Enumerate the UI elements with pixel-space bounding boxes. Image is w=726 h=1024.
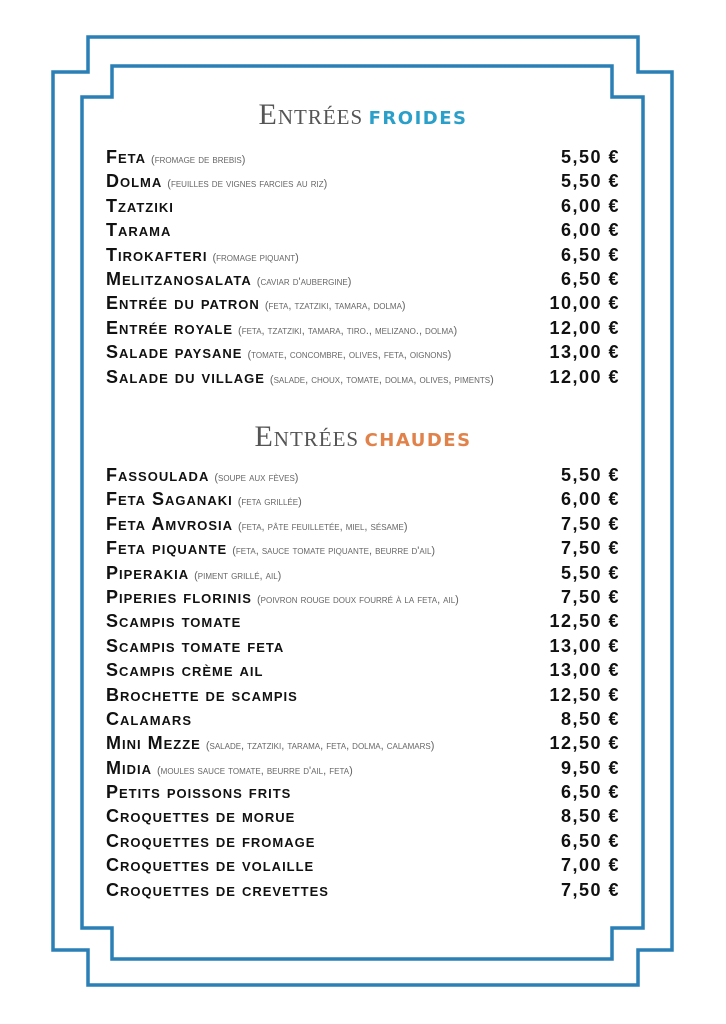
item-price: 13,00 € (549, 635, 620, 656)
menu-item (106, 587, 620, 611)
item-price: 12,50 € (549, 611, 620, 632)
item-price: 12,50 € (549, 733, 620, 754)
item-description: (caviar d'aubergine) (256, 275, 352, 288)
item-name: Tarama (106, 220, 172, 241)
item-price: 9,50 € (560, 757, 620, 778)
item-price: 6,50 € (560, 268, 620, 289)
item-price: 5,50 € (560, 147, 620, 167)
item-price: 6,00 € (560, 220, 620, 241)
item-name: Piperakia (106, 562, 190, 583)
menu-item (106, 782, 620, 806)
item-price: 6,00 € (560, 489, 620, 510)
item-name: Croquettes de fromage (106, 830, 316, 851)
item-description: (salade, choux, tomate, dolma, olives, piments) (269, 373, 494, 386)
menu-item (106, 806, 620, 830)
item-name: Feta piquante (106, 538, 228, 559)
item-name: Salade du village (106, 366, 265, 387)
menu-list-chaudes (106, 465, 620, 904)
item-name: Piperies florinis (106, 586, 252, 607)
item-name: Tirokafteri (106, 244, 208, 265)
menu-item (106, 538, 620, 562)
menu-item (106, 758, 620, 782)
item-description: (moules sauce tomate, beurre d'ail, feta) (157, 764, 353, 777)
menu-item (106, 685, 620, 709)
menu-item (106, 367, 620, 391)
heading-accent: froides (368, 101, 468, 131)
item-name: Scampis crème ail (106, 660, 264, 681)
menu-item (106, 831, 620, 855)
item-price: 13,00 € (549, 660, 620, 681)
menu-item (106, 709, 620, 733)
item-name: Croquettes de crevettes (106, 879, 329, 900)
menu-item (106, 318, 620, 342)
item-price: 6,50 € (560, 830, 620, 851)
menu-item (106, 660, 620, 684)
menu-item (106, 220, 620, 244)
menu-item (106, 269, 620, 293)
item-name: Croquettes de morue (106, 806, 296, 827)
menu-item (106, 514, 620, 538)
item-name: Fassoulada (106, 465, 210, 485)
menu-item (106, 880, 620, 904)
item-description: (feta, tzatziki, tamara, tiro., melizano., dolma) (238, 324, 458, 337)
item-name: Brochette de scampis (106, 684, 298, 705)
item-price: 5,50 € (560, 465, 620, 485)
item-name: Feta (106, 147, 147, 167)
heading-prefix: Entrées (254, 420, 360, 453)
menu-item (106, 342, 620, 366)
item-name: Entrée du patron (106, 293, 260, 314)
item-price: 12,00 € (549, 366, 620, 387)
menu-item (106, 636, 620, 660)
item-price: 13,00 € (549, 342, 620, 363)
item-price: 7,50 € (560, 538, 620, 559)
item-name: Calamars (106, 708, 192, 729)
item-name: Salade paysane (106, 342, 243, 363)
item-price: 6,50 € (560, 244, 620, 265)
menu-item (106, 611, 620, 635)
item-name: Scampis tomate (106, 611, 242, 632)
heading-accent: chaudes (364, 423, 472, 453)
menu-item (106, 855, 620, 879)
item-name: Petits poissons frits (106, 782, 292, 803)
item-name: Feta Amvrosia (106, 513, 234, 534)
item-name: Dolma (106, 171, 163, 192)
item-description: (feta, pâte feuilletée, miel, sésame) (238, 520, 408, 533)
section-heading-chaudes (0, 420, 726, 454)
section-heading-froides (0, 98, 726, 132)
item-price: 7,50 € (560, 513, 620, 534)
item-name: Feta Saganaki (106, 489, 233, 510)
menu-item (106, 563, 620, 587)
item-name: Croquettes de volaille (106, 855, 315, 876)
item-price: 12,00 € (549, 317, 620, 338)
menu-list-froides (106, 147, 620, 391)
item-price: 6,00 € (560, 195, 620, 216)
menu-item (106, 733, 620, 757)
item-price: 8,50 € (560, 806, 620, 827)
item-price: 7,50 € (560, 586, 620, 607)
item-name: Tzatziki (106, 195, 174, 216)
item-name: Scampis tomate feta (106, 635, 285, 656)
menu-item (106, 147, 620, 171)
item-description: (tomate, concombre, olives, feta, oignons) (247, 349, 452, 362)
menu-item (106, 465, 620, 489)
item-price: 8,50 € (560, 708, 620, 729)
item-name: Mini Mezze (106, 733, 201, 754)
item-name: Midia (106, 757, 152, 778)
item-price: 12,50 € (549, 684, 620, 705)
item-price: 7,00 € (560, 855, 620, 876)
item-description: (feta grillée) (237, 496, 302, 509)
item-description: (feta, sauce tomate piquante, beurre d'ail) (232, 545, 436, 558)
menu-item (106, 489, 620, 513)
item-description: (feuilles de vignes farcies au riz) (167, 178, 328, 191)
heading-prefix: Entrées (258, 98, 364, 131)
item-description: (salade, tzatziki, tarama, feta, dolma, calamars) (205, 740, 435, 753)
item-price: 6,50 € (560, 782, 620, 803)
menu-item (106, 293, 620, 317)
menu-item (106, 196, 620, 220)
item-description: (fromage piquant) (212, 251, 299, 264)
item-description: (feta, tzatziki, tamara, dolma) (264, 300, 406, 313)
item-name: Melitzanosalata (106, 268, 252, 289)
item-description: (poivron rouge doux fourré à la feta, ail) (256, 593, 459, 606)
item-price: 5,50 € (560, 562, 620, 583)
item-price: 10,00 € (549, 293, 620, 314)
item-description: (soupe aux fèves) (214, 472, 299, 484)
item-description: (piment grillé, ail) (194, 569, 282, 582)
item-name: Entrée royale (106, 317, 234, 338)
item-price: 5,50 € (560, 171, 620, 192)
item-description: (fromage de brebis) (151, 154, 246, 166)
menu-item (106, 245, 620, 269)
item-price: 7,50 € (560, 879, 620, 900)
menu-item (106, 171, 620, 195)
